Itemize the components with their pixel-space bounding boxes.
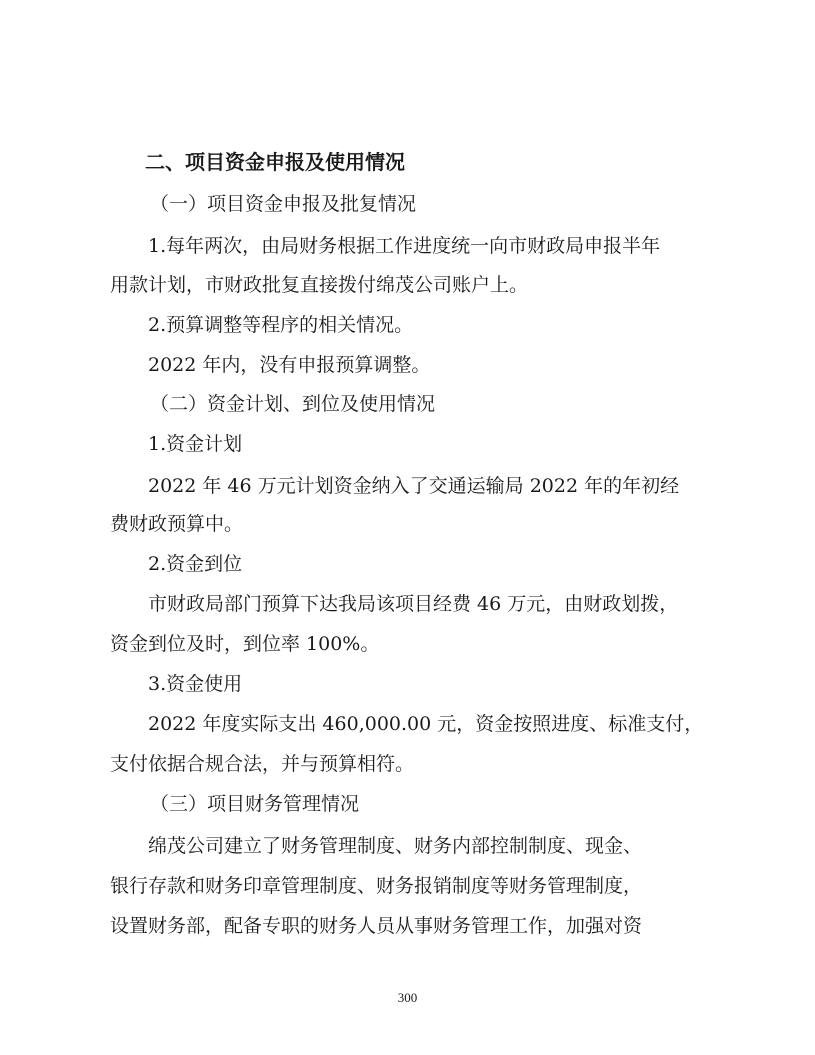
paragraph-line: 2.资金到位 (148, 553, 243, 575)
paragraph-line: 2022 年内，没有申报预算调整。 (148, 354, 431, 376)
subsection-heading-3: （三）项目财务管理情况 (150, 793, 360, 815)
paragraph-line: 2022 年 46 万元计划资金纳入了交通运输局 2022 年的年初经 (148, 475, 680, 497)
subsection-heading-2: （二）资金计划、到位及使用情况 (150, 393, 436, 415)
subsection-heading-1: （一）项目资金申报及批复情况 (150, 193, 417, 215)
page-number: 300 (397, 990, 418, 1005)
paragraph-line: 2.预算调整等程序的相关情况。 (148, 314, 414, 336)
section-heading: 二、项目资金申报及使用情况 (145, 150, 405, 174)
paragraph-line: 费财政预算中。 (110, 513, 244, 535)
paragraph-line: 1.资金计划 (148, 433, 243, 455)
paragraph-line: 市财政局部门预算下达我局该项目经费 46 万元，由财政划拨， (148, 593, 679, 615)
paragraph-line: 3.资金使用 (148, 673, 243, 695)
paragraph-line: 银行存款和财务印章管理制度、财务报销制度等财务管理制度， (110, 875, 643, 897)
paragraph-line: 设置财务部，配备专职的财务人员从事财务管理工作，加强对资 (110, 915, 643, 937)
paragraph-line: 2022 年度实际支出 460,000.00 元，资金按照进度、标准支付， (148, 713, 704, 735)
paragraph-line: 用款计划，市财政批复直接拨付绵茂公司账户上。 (110, 274, 529, 296)
paragraph-line: 资金到位及时，到位率 100%。 (110, 633, 380, 655)
paragraph-line: 1.每年两次，由局财务根据工作进度统一向市财政局申报半年 (148, 235, 661, 257)
paragraph-line: 支付依据合规合法，并与预算相符。 (110, 753, 415, 775)
paragraph-line: 绵茂公司建立了财务管理制度、财务内部控制制度、现金、 (148, 835, 643, 857)
